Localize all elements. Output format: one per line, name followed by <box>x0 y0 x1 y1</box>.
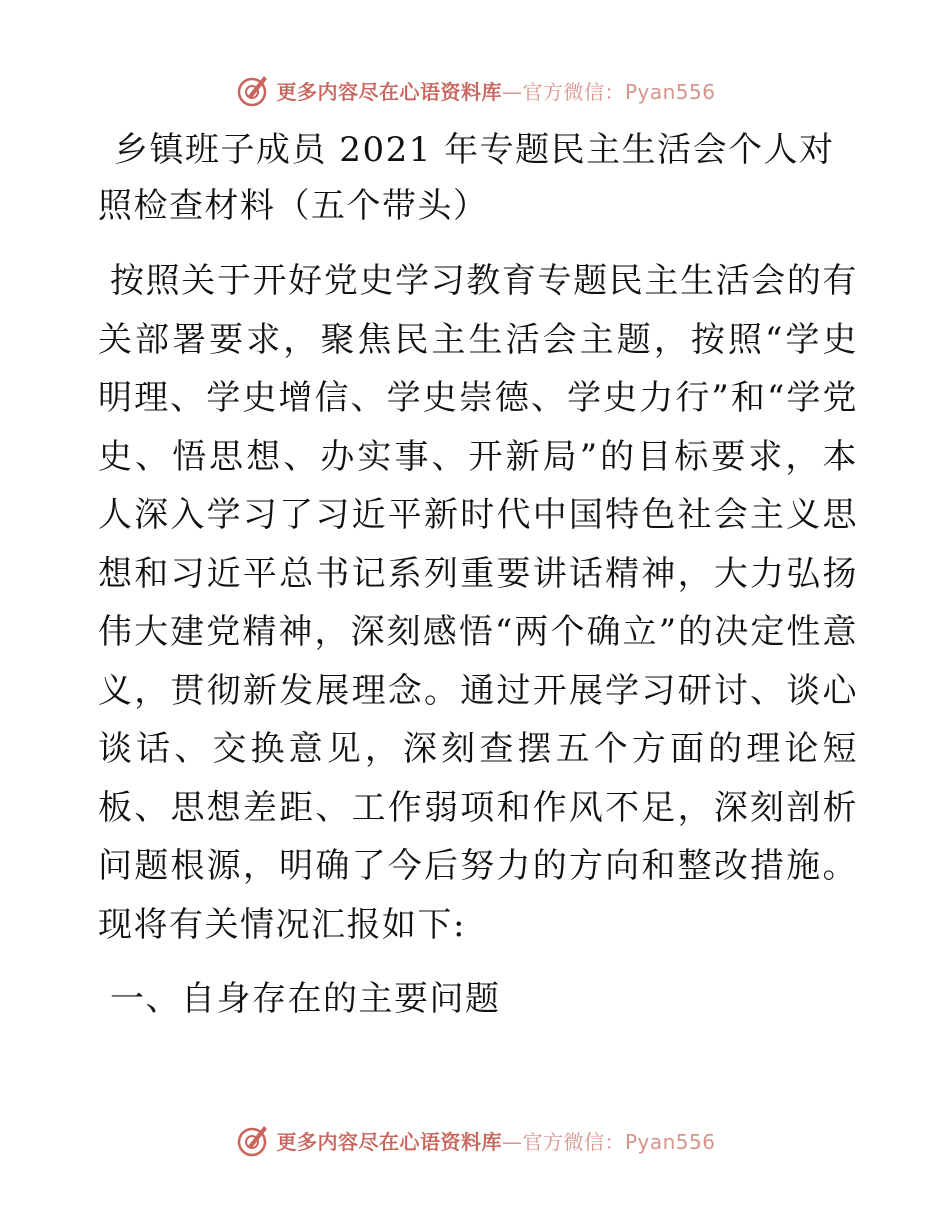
intro-paragraph: 按照关于开好党史学习教育专题民主生活会的有关部署要求，聚焦民主生活会主题，按照“学史明理、学史增信、学史崇德、学史力行”和“学党史、悟思想、办实事、开新局”的目标要求，本人深入学习了习近平新时代中国特色社会主义思想和习近平总书记系列重要讲话精神，大力弘扬伟大建党精神，深刻感悟“两个确立”的决定性意义，贯彻新发展理念。通过开展学习研讨、谈心谈话、交换意见，深刻查摆五个方面的理论短板、思想差距、工作弱项和作风不足，深刻剖析问题根源，明确了今后努力的方向和整改措施。现将有关情况汇报如下: <box>98 261 858 945</box>
watermark-contact: —官方微信：Pyan556 <box>501 1129 716 1154</box>
section-heading: 一、自身存在的主要问题 <box>110 979 501 1019</box>
watermark-brand: 更多内容尽在心语资料库 <box>276 1129 502 1154</box>
watermark-contact: —官方微信：Pyan556 <box>501 79 716 104</box>
quill-logo-icon <box>234 72 270 108</box>
watermark-brand: 更多内容尽在心语资料库 <box>276 79 502 104</box>
footer-watermark <box>0 1120 950 1160</box>
document-body <box>98 122 858 1028</box>
header-watermark <box>0 70 950 110</box>
document-title: 乡镇班子成员 2021 年专题民主生活会个人对照检查材料（五个带头） <box>98 130 835 226</box>
quill-logo-icon <box>234 1122 270 1158</box>
